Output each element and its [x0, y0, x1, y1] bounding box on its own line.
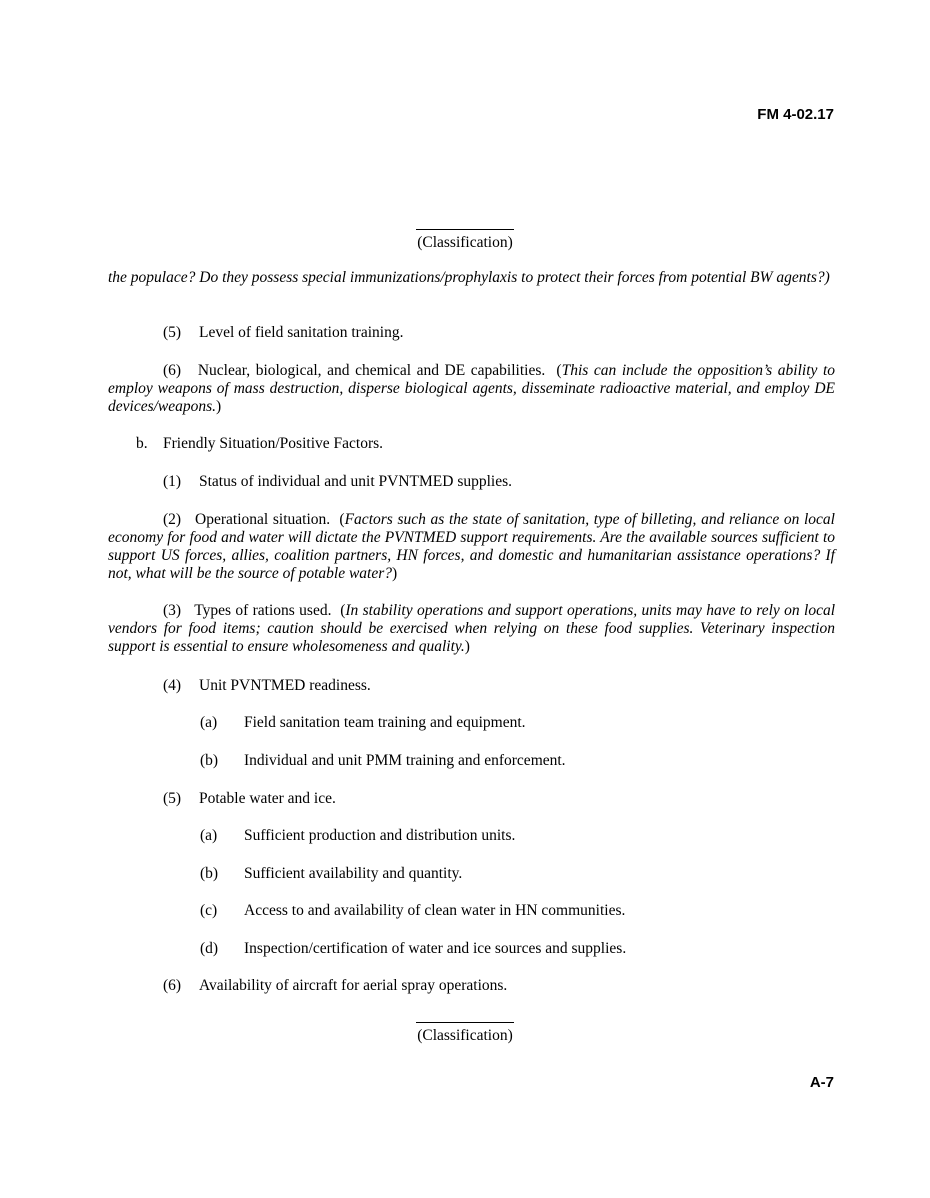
item-note: Factors such as the state of sanitation, type of billeting, and reliance on local economy for food and water will dictate the PVNTMED support requirements. Are the available sources sufficient to support US forces, allies, coalition partners, HN forces, and domestic and humanitarian assistance operations? If not, what will be the source of potable water?	[108, 511, 835, 582]
page-number-footer: A-7	[809, 1074, 834, 1091]
document-id-header: FM 4-02.17	[757, 106, 834, 123]
section-b-heading	[108, 435, 835, 453]
sub-item-label: (b)	[200, 865, 219, 882]
list-item-b4	[108, 677, 835, 695]
item-text: Availability of aircraft for aerial spray operations.	[199, 977, 508, 994]
sub-item-b5b	[108, 865, 835, 883]
sub-item-label: (d)	[200, 940, 219, 957]
item-label: (1)	[163, 473, 182, 490]
sub-item-text: Sufficient production and distribution units.	[244, 827, 516, 844]
item-label: (6)	[163, 362, 182, 379]
sub-item-b5c	[108, 902, 835, 920]
classification-rule	[416, 1022, 514, 1023]
section-label: b.	[136, 435, 148, 452]
section-title: Friendly Situation/Positive Factors.	[163, 435, 384, 452]
sub-item-text: Access to and availability of clean water in HN communities.	[244, 902, 626, 919]
sub-item-b5a	[108, 827, 835, 845]
list-item-b2: (2) Operational situation. (Factors such as the state of sanitation, type of billeting, and reliance on local economy for food and water will dictate the PVNTMED support requirements. Are the available sources sufficient to support US forces, allies, coalition partners, HN forces, and domestic and humanitarian assistance operations? If not, what will be the source of potable water?)	[108, 511, 835, 582]
continuation-paragraph: the populace? Do they possess special immunizations/prophylaxis to protect their forces from potential BW agents?)	[108, 269, 830, 286]
item-text: Potable water and ice.	[199, 790, 336, 807]
sub-item-b4b	[108, 752, 835, 770]
sub-item-b5d	[108, 940, 835, 958]
list-item-b6	[108, 977, 835, 995]
sub-item-text: Field sanitation team training and equipment.	[244, 714, 526, 731]
classification-label: (Classification)	[417, 234, 513, 251]
sub-item-label: (c)	[200, 902, 218, 919]
list-item-b1	[108, 473, 835, 491]
classification-marking-bottom	[0, 1022, 930, 1045]
item-label: (6)	[163, 977, 182, 994]
sub-item-b4a	[108, 714, 835, 732]
sub-item-text: Inspection/certification of water and ice sources and supplies.	[244, 940, 627, 957]
sub-item-text: Individual and unit PMM training and enforcement.	[244, 752, 566, 769]
item-label: (4)	[163, 677, 182, 694]
item-text: Level of field sanitation training.	[199, 324, 404, 341]
sub-item-text: Sufficient availability and quantity.	[244, 865, 463, 882]
item-text: Types of rations used.	[194, 602, 332, 619]
sub-item-label: (b)	[200, 752, 219, 769]
list-item-b5	[108, 790, 835, 808]
classification-rule	[416, 229, 514, 230]
item-text: Operational situation.	[195, 511, 331, 528]
item-text: Status of individual and unit PVNTMED supplies.	[199, 473, 513, 490]
item-label: (3)	[163, 602, 182, 619]
sub-item-label: (a)	[200, 714, 218, 731]
item-text: Nuclear, biological, and chemical and DE capabilities.	[197, 362, 546, 379]
classification-marking-top	[0, 229, 930, 252]
item-text: Unit PVNTMED readiness.	[199, 677, 371, 694]
item-label: (2)	[163, 511, 182, 528]
sub-item-label: (a)	[200, 827, 218, 844]
item-note: This can include the opposition’s ability to employ weapons of mass destruction, disperse biological agents, disseminate radioactive material, and employ DE devices/weapons.	[108, 362, 836, 415]
item-label: (5)	[163, 790, 182, 807]
list-item-a5	[108, 324, 835, 342]
item-label: (5)	[163, 324, 182, 341]
list-item-a6: (6) Nuclear, biological, and chemical and DE capabilities. (This can include the opposition’s ability to employ weapons of mass destruction, disperse biological agents, disseminate radioactive material, and employ DE devices/weapons.)	[108, 362, 836, 415]
list-item-b3: (3) Types of rations used. (In stability operations and support operations, units may have to rely on local vendors for food items; caution should be exercised when relying on these food supplies. Veterinary inspection support is essential to ensure wholesomeness and quality.)	[108, 602, 836, 655]
classification-label: (Classification)	[417, 1027, 513, 1044]
item-note: In stability operations and support operations, units may have to rely on local vendors for food items; caution should be exercised when relying on these food supplies. Veterinary inspection support is essential to ensure wholesomeness and quality.	[108, 602, 836, 655]
